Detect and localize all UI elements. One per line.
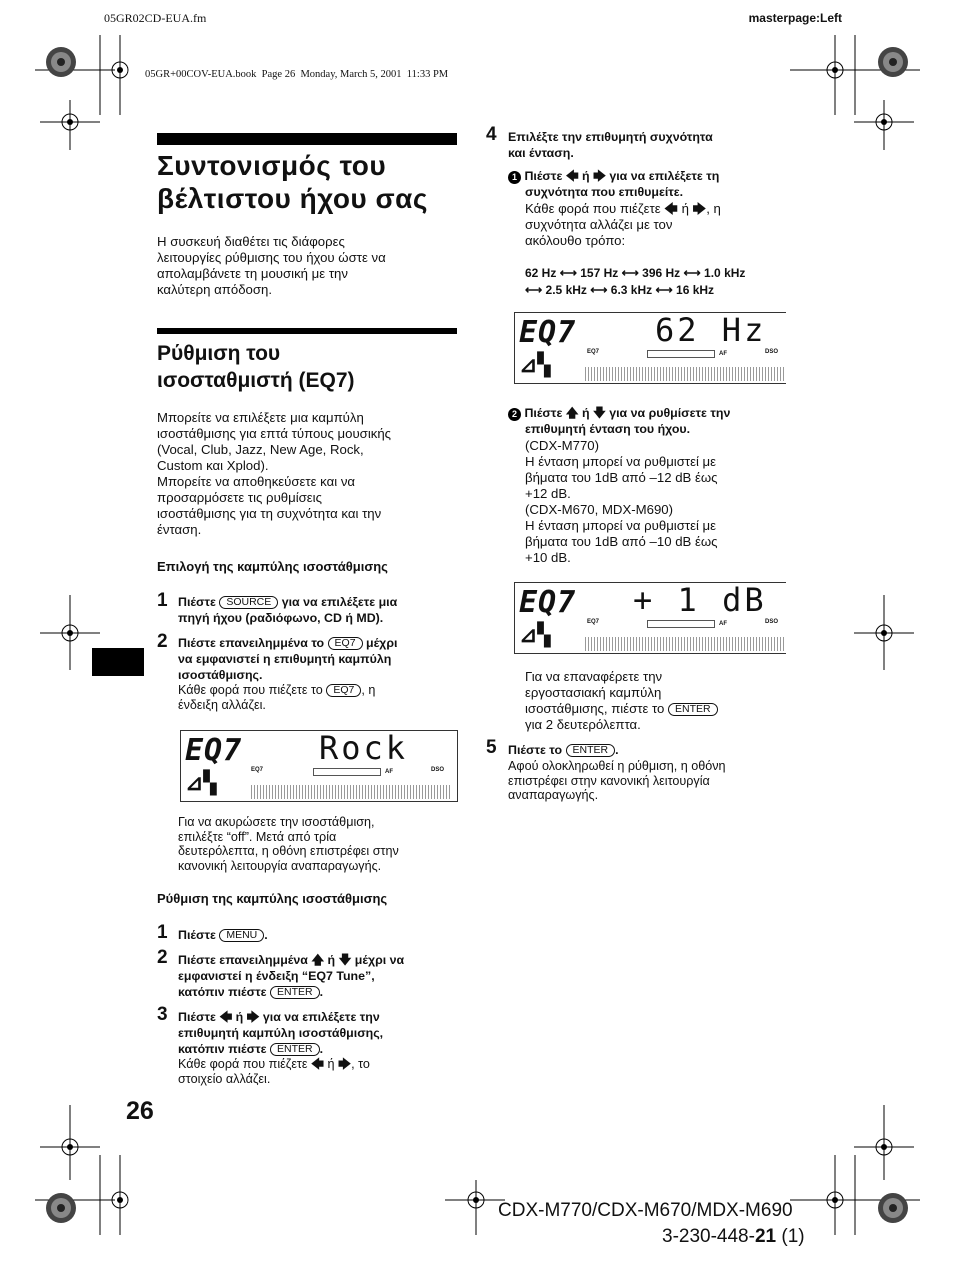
spectrum-icon: ⊿▚: [519, 623, 551, 648]
adjust-step-3: Πιέστε 🡄 ή 🡆 για να επιλέξετε την επιθυμητή καμπύλη ισοστάθμισης, κατόπιν πιέστε ENTER .: [178, 1010, 384, 1056]
left-arrow-icon: 🡄: [311, 1057, 325, 1071]
step-number: 2: [157, 631, 168, 652]
substep-1-note: Κάθε φορά που πιέζετε 🡄 ή 🡆, η συχνότητα αλλάζει με τον ακόλουθο τρόπο:: [525, 201, 721, 248]
spectrum-icon: ⊿▚: [519, 353, 551, 378]
enter-button: ENTER: [668, 703, 718, 716]
page-number: 26: [126, 1097, 154, 1125]
lcd-display-62hz: [514, 312, 786, 384]
step-5-text: Πιέστε το ENTER .: [508, 743, 619, 757]
section-tab: [92, 648, 144, 676]
spectrum-bars: [251, 785, 451, 799]
cancel-note: Για να ακυρώσετε την ισοστάθμιση, επιλέξτε “off”. Μετά από τρία δευτερόλεπτα, η οθόνη επιστρέφει στην κανονική λειτουργία αναπαραγωγής.: [178, 815, 399, 873]
right-arrow-icon: 🡆: [692, 201, 707, 216]
af-indicator: AF: [719, 351, 727, 357]
adjust-step-2: Πιέστε επανειλημμένα 🡅 ή 🡇 μέχρι να εμφανιστεί η ένδειξη “EQ7 Tune”, κατόπιν πιέστε ENTER .: [178, 953, 405, 999]
step-number: 1: [157, 922, 168, 943]
section-title-line1: Ρύθμιση του: [157, 342, 281, 365]
footer-model: CDX-M770/CDX-M670/MDX-M690: [498, 1200, 793, 1221]
right-arrow-icon: 🡆: [246, 1010, 260, 1024]
header-masterpage: masterpage:Left: [748, 11, 842, 25]
dso-indicator: DSO: [765, 619, 779, 625]
step-number: 2: [157, 947, 168, 968]
intro-text: Η συσκευή διαθέτει τις διάφορες λειτουργίες ρύθμισης του ήχου ώστε να απολαμβάνετε τη μουσική με την καλύτερη απόδοση.: [157, 234, 386, 297]
eq7-indicator: EQ7: [587, 349, 600, 355]
eq7-button: EQ7: [328, 637, 363, 650]
step-number: 4: [486, 124, 497, 145]
af-indicator: AF: [719, 621, 727, 627]
header-book: 05GR+00COV-EUA.book Page 26 Monday, March 5, 2001 11:33 PM: [145, 69, 449, 80]
circled-two-icon: 2: [508, 408, 521, 421]
body-text: Μπορείτε να επιλέξετε μια καμπύλη ισοστάθμισης για επτά τύπους μουσικής (Vocal, Club, Jazz, New Age, Rock, Custom και Xplod). Μπορείτε να αποθηκεύσετε και να προσαρμόσετε τις ρυθμίσεις ισοστάθμισης για τη συχνότητα και την ένταση.: [157, 410, 392, 537]
lcd-display-rock: [180, 730, 458, 802]
eq7-segment-label: EQ7: [519, 585, 577, 620]
eq7-button: EQ7: [326, 684, 361, 697]
lcd-display-1db: [514, 582, 786, 654]
step-2-note: Κάθε φορά που πιέζετε το EQ7 , η ένδειξη αλλάζει.: [178, 683, 376, 712]
eq7-segment-label: EQ7: [185, 733, 243, 768]
right-arrow-icon: 🡆: [593, 169, 606, 183]
eq7-segment-label: EQ7: [519, 315, 577, 350]
footer-code: 3-230-448-21 (1): [662, 1226, 805, 1247]
substep-2: 2 Πιέστε 🡅 ή 🡇 για να ρυθμίσετε την επιθυμητή ένταση του ήχου.: [508, 405, 798, 437]
up-arrow-icon: 🡅: [311, 953, 325, 967]
header-file: 05GR02CD-EUA.fm: [104, 11, 207, 25]
spectrum-icon: ⊿▚: [185, 771, 217, 796]
right-arrow-icon: 🡆: [338, 1057, 352, 1071]
af-indicator: AF: [385, 769, 393, 775]
enter-button: ENTER: [270, 986, 320, 999]
eq7-indicator: EQ7: [251, 767, 264, 773]
step-number: 5: [486, 737, 497, 758]
reset-note: Για να επαναφέρετε την εργοστασιακή καμπύλη ισοστάθμισης, πιέστε το ENTER για 2 δευτερόλεπτα.: [525, 669, 805, 733]
up-arrow-icon: 🡅: [565, 406, 579, 420]
left-arrow-icon: 🡄: [664, 201, 678, 216]
page-title-line1: Συντονισμός του: [157, 150, 387, 181]
level-bar: [647, 350, 715, 358]
step-5-note: Αφού ολοκληρωθεί η ρύθμιση, η οθόνη επιστρέφει στην κανονική λειτουργία αναπαραγωγής.: [508, 759, 726, 802]
circled-one-icon: 1: [508, 171, 521, 184]
subheading-select-curve: Επιλογή της καμπύλης ισοστάθμισης: [157, 559, 388, 574]
dso-indicator: DSO: [431, 767, 445, 773]
adjust-step-3-note: Κάθε φορά που πιέζετε 🡄 ή 🡆, το στοιχείο αλλάζει.: [178, 1057, 370, 1086]
left-arrow-icon: 🡄: [219, 1010, 233, 1024]
source-button: SOURCE: [219, 596, 278, 609]
step-number: 1: [157, 590, 168, 611]
enter-button: ENTER: [270, 1043, 320, 1056]
level-bar: [647, 620, 715, 628]
display-value: Rock: [319, 730, 409, 767]
step-4-text: Επιλέξτε την επιθυμητή συχνότητα και ένταση.: [508, 130, 713, 160]
left-arrow-icon: 🡄: [565, 169, 579, 183]
page-title-line2: βέλτιστου ήχου σας: [157, 183, 428, 214]
subheading-adjust-curve: Ρύθμιση της καμπύλης ισοστάθμισης: [157, 891, 388, 906]
display-value: + 1 dB: [633, 582, 767, 619]
step-number: 3: [157, 1004, 168, 1025]
down-arrow-icon: 🡇: [593, 406, 606, 420]
menu-button: MENU: [219, 929, 264, 942]
adjust-step-1: Πιέστε MENU .: [178, 928, 268, 942]
spectrum-bars: [585, 367, 785, 381]
dso-indicator: DSO: [765, 349, 779, 355]
frequency-sequence: 62 Hz ⟷ 157 Hz ⟷ 396 Hz ⟷ 1.0 kHz ⟷ 2.5 kHz ⟷ 6.3 kHz ⟷ 16 kHz: [525, 266, 746, 297]
enter-button: ENTER: [566, 744, 616, 757]
spectrum-bars: [585, 637, 785, 651]
down-arrow-icon: 🡇: [338, 953, 352, 967]
eq7-indicator: EQ7: [587, 619, 600, 625]
step-2-text: Πιέστε επανειλημμένα το EQ7 μέχρι να εμφανιστεί η επιθυμητή καμπύλη ισοστάθμισης.: [178, 636, 398, 682]
section-title-line2: ισοσταθμιστή (EQ7): [157, 369, 355, 392]
substep-1: 1 Πιέστε 🡄 ή 🡆 για να επιλέξετε τη συχνότητα που επιθυμείτε.: [508, 168, 798, 200]
step-1-text: Πιέστε SOURCE για να επιλέξετε μια πηγή ήχου (ραδιόφωνο, CD ή MD).: [178, 595, 398, 625]
section-bar: [157, 328, 457, 334]
title-bar: [157, 133, 457, 145]
display-value: 62 Hz: [655, 312, 767, 349]
level-bar: [313, 768, 381, 776]
volume-note: (CDX-M770) Η ένταση μπορεί να ρυθμιστεί με βήματα του 1dB από –12 dB έως +12 dB. (CDX-M670, MDX-M690) Η ένταση μπορεί να ρυθμιστεί με βήματα του 1dB από –10 dB έως +10 dB.: [525, 438, 718, 565]
